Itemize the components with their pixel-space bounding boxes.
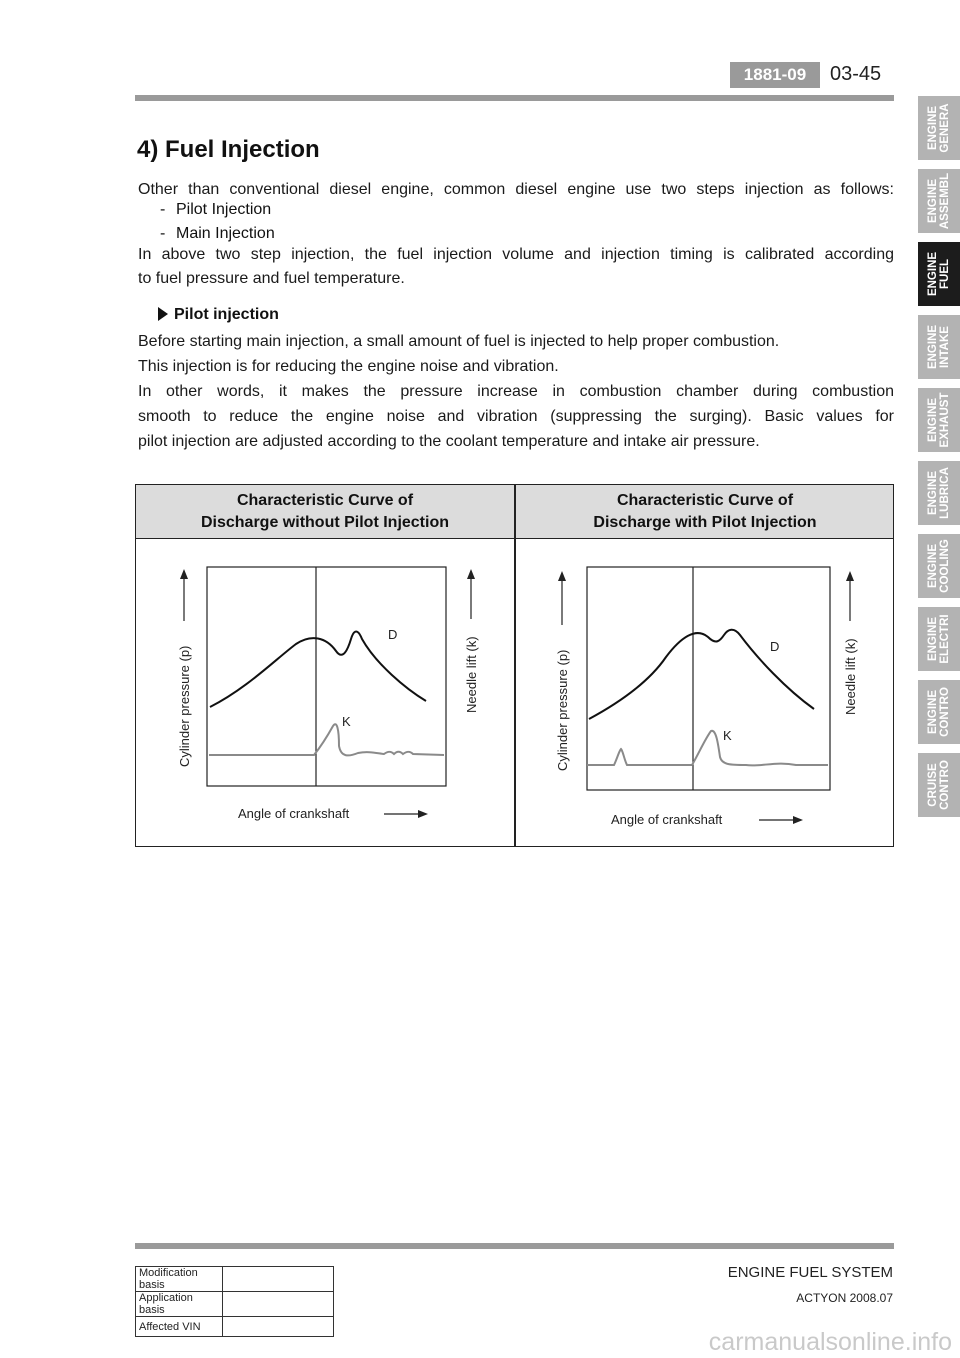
section-title: 4) Fuel Injection bbox=[137, 136, 320, 163]
right-y-axis-label: Cylinder pressure (p) bbox=[555, 649, 570, 771]
left-needle-curve bbox=[209, 724, 444, 755]
left-y-arrow-icon bbox=[180, 569, 188, 579]
table-row: Modification basis bbox=[136, 1267, 334, 1292]
left-x-arrow-icon bbox=[418, 810, 428, 818]
pilot-text-5: pilot injection are adjusted according to the coolant temperature and intake air pressure. bbox=[138, 433, 760, 450]
tab-engine-exhaust[interactable]: ENGINE EXHAUST bbox=[918, 388, 960, 452]
right-needle-axis-label: Needle lift (k) bbox=[843, 638, 858, 715]
right-y-arrow-icon bbox=[558, 571, 566, 581]
left-figure-title bbox=[136, 490, 514, 534]
left-title-line-1: Characteristic Curve of bbox=[236, 492, 414, 509]
figure-diagrams bbox=[136, 539, 893, 846]
left-diagram bbox=[177, 567, 479, 821]
tab-engine-electrical[interactable]: ENGINE ELECTRI bbox=[918, 607, 960, 671]
section-code-badge: 1881-09 bbox=[730, 62, 820, 88]
page-number: 03-45 bbox=[830, 63, 882, 85]
triangle-bullet-icon bbox=[158, 307, 168, 321]
pilot-heading bbox=[158, 303, 279, 327]
tab-engine-general[interactable]: ENGINE GENERA bbox=[918, 96, 960, 160]
footer-model: ACTYON 2008.07 bbox=[796, 1291, 893, 1305]
right-title-line-2: Discharge with Pilot Injection bbox=[593, 514, 817, 531]
left-needle-arrow-icon bbox=[467, 569, 475, 579]
right-pressure-label: D bbox=[770, 639, 780, 654]
step-label: Pilot Injection bbox=[176, 201, 272, 218]
pilot-heading-label: Pilot injection bbox=[174, 306, 279, 323]
right-needle-curve bbox=[587, 731, 828, 766]
step-item: - Main Injection bbox=[160, 225, 275, 242]
step-label: Main Injection bbox=[176, 225, 275, 242]
left-needle-axis-label: Needle lift (k) bbox=[464, 636, 479, 713]
header-rule bbox=[135, 95, 894, 101]
calibration-text-2: to fuel pressure and fuel temperature. bbox=[138, 270, 405, 287]
pilot-text-3: In other words, it makes the pressure increase in combustion chamber during combustion bbox=[138, 383, 894, 400]
left-pressure-curve bbox=[210, 632, 426, 708]
left-x-axis-label: Angle of crankshaft bbox=[238, 806, 350, 821]
pilot-text-2: This injection is for reducing the engine noise and vibration. bbox=[138, 358, 559, 375]
watermark: carmanualsonline.info bbox=[708, 1328, 952, 1356]
right-title-line-1: Characteristic Curve of bbox=[616, 492, 794, 509]
right-needle-arrow-icon bbox=[846, 571, 854, 581]
right-x-arrow-icon bbox=[793, 816, 803, 824]
right-x-axis-label: Angle of crankshaft bbox=[611, 812, 723, 827]
footer-rule bbox=[135, 1243, 894, 1249]
discharge-curve-figure bbox=[135, 484, 894, 847]
left-title-line-2: Discharge without Pilot Injection bbox=[200, 514, 449, 531]
right-diagram bbox=[555, 567, 858, 827]
tab-cruise-control[interactable]: CRUISE CONTRO bbox=[918, 753, 960, 817]
tab-engine-assembly[interactable]: ENGINE ASSEMBL bbox=[918, 169, 960, 233]
table-row: Affected VIN bbox=[136, 1317, 334, 1337]
left-y-axis-label: Cylinder pressure (p) bbox=[177, 645, 192, 767]
left-pressure-label: D bbox=[388, 627, 398, 642]
calibration-text-1: In above two step injection, the fuel injection volume and injection timing is calibrated according bbox=[138, 246, 894, 263]
tab-engine-cooling[interactable]: ENGINE COOLING bbox=[918, 534, 960, 598]
tab-engine-intake[interactable]: ENGINE INTAKE bbox=[918, 315, 960, 379]
right-needle-label: K bbox=[723, 728, 732, 743]
tab-engine-lubrication[interactable]: ENGINE LUBRICA bbox=[918, 461, 960, 525]
right-figure-title bbox=[516, 490, 894, 534]
right-pressure-curve bbox=[589, 630, 814, 719]
pilot-text-1: Before starting main injection, a small amount of fuel is injected to help proper combustion. bbox=[138, 333, 780, 350]
tab-engine-fuel[interactable]: ENGINE FUEL bbox=[918, 242, 960, 306]
tab-engine-control[interactable]: ENGINE CONTRO bbox=[918, 680, 960, 744]
step-item: - Pilot Injection bbox=[160, 201, 272, 218]
modification-table bbox=[135, 1266, 334, 1337]
pilot-text-4: smooth to reduce the engine noise and vibration (suppressing the surging). Basic values for bbox=[138, 408, 894, 425]
left-needle-label: K bbox=[342, 714, 351, 729]
footer-title: ENGINE FUEL SYSTEM bbox=[727, 1264, 893, 1281]
table-row: Application basis bbox=[136, 1292, 334, 1317]
intro-text: Other than conventional diesel engine, common diesel engine use two steps injection as follows: bbox=[138, 181, 894, 198]
